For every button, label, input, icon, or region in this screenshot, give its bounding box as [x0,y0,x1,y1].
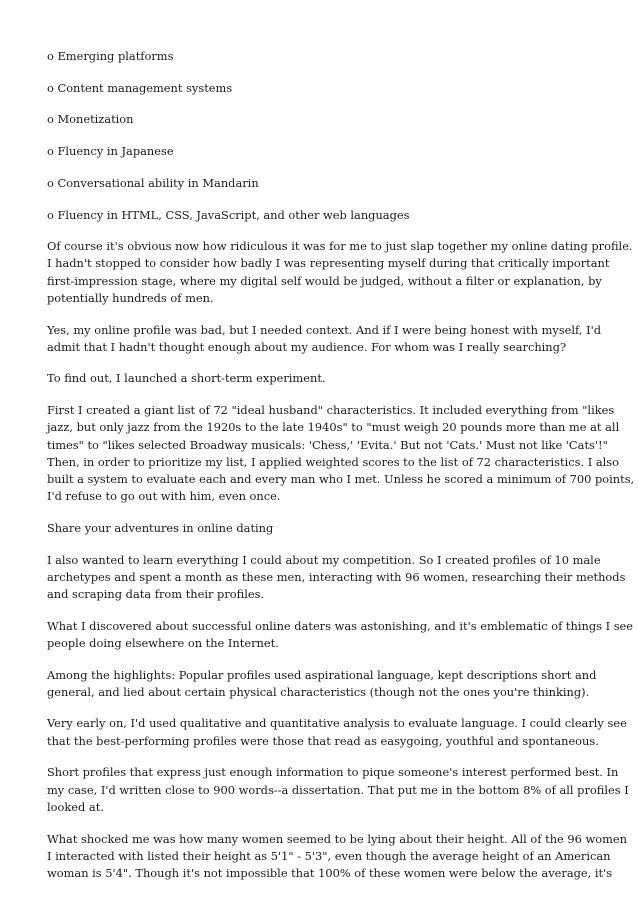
text-line: Share your adventures in online dating [47,520,274,535]
paragraph [47,831,627,883]
text-line: looked at. [47,799,104,814]
text-line: Then, in order to prioritize my list, I applied weighted scores to the list of 72 characteristics. I also [47,454,619,469]
text-line: To find out, I launched a short-term experiment. [47,371,326,386]
bullet-item: o Emerging platforms [47,49,174,63]
text-line: Yes, my online profile was bad, but I needed context. And if I were being honest with myself, I'd [47,322,602,337]
document-page [47,48,635,897]
text-line: potentially hundreds of men. [47,290,214,305]
text-line: Short profiles that express just enough information to pique someone's interest performed best. In [47,765,619,780]
paragraph [47,618,634,652]
text-line: first-impression stage, where my digital self would be judged, without a filter or explanation, by [47,273,602,288]
text-line: times" to "likes selected Broadway musicals: 'Chess,' 'Evita.' But not 'Cats.' Must not like 'Cats'!" [47,437,608,452]
paragraph [47,402,635,505]
bullet-item: o Conversational ability in Mandarin [47,175,259,190]
paragraph [47,715,627,749]
bullet-item: o Fluency in Japanese [47,144,174,159]
paragraph [47,370,593,387]
paragraph [47,552,626,604]
text-line: built a system to evaluate each and every man who I met. Unless he scored a minimum of 700 points, [47,471,635,486]
section-heading [47,520,593,537]
bullet-item: o Content management systems [47,80,233,95]
text-line: I also wanted to learn everything I could about my competition. So I created profiles of 10 male [47,552,601,567]
text-line: woman is 5'4". Though it's not impossible that 100% of these women were below the average, it's [47,865,613,880]
text-line: people doing elsewhere on the Internet. [47,635,279,650]
bullet-item: o Monetization [47,112,134,127]
text-line: and scraping data from their profiles. [47,586,265,601]
text-line: general, and lied about certain physical characteristics (though not the ones you're thinking). [47,684,590,699]
paragraph [47,238,633,307]
text-line: I'd refuse to go out with him, even once. [47,489,281,504]
paragraph [47,764,629,816]
paragraph [47,667,597,701]
paragraph [47,322,602,356]
text-line: I interacted with listed their height as 5'1" - 5'3", even though the average height of an American [47,848,611,863]
text-line: What shocked me was how many women seemed to be lying about their height. All of the 96 women [47,831,627,846]
text-line: jazz, but only jazz from the 1920s to the late 1940s" to "must weigh 20 pounds more than me at all [47,420,620,435]
text-line: What I discovered about successful online daters was astonishing, and it's emblematic of things I see [47,618,634,633]
text-line: I hadn't stopped to consider how badly I was representing myself during that critically important [47,256,610,271]
text-line: admit that I hadn't thought enough about my audience. For whom was I really searching? [47,339,567,354]
text-line: that the best-performing profiles were those that read as easygoing, youthful and spontaneous. [47,733,599,748]
text-line: Of course it's obvious now how ridiculous it was for me to just slap together my online dating profile. [47,239,633,254]
text-line: Very early on, I'd used qualitative and quantitative analysis to evaluate language. I could clearly see [47,716,627,731]
text-line: my case, I'd written close to 900 words--a dissertation. That put me in the bottom 8% of all profiles I [47,782,629,797]
text-line: archetypes and spent a month as these men, interacting with 96 women, researching their methods [47,569,626,584]
text-line: First I created a giant list of 72 "ideal husband" characteristics. It included everything from "likes [47,403,615,418]
bullet-item: o Fluency in HTML, CSS, JavaScript, and other web languages [47,207,410,222]
text-line: Among the highlights: Popular profiles used aspirational language, kept descriptions short and [47,667,597,682]
